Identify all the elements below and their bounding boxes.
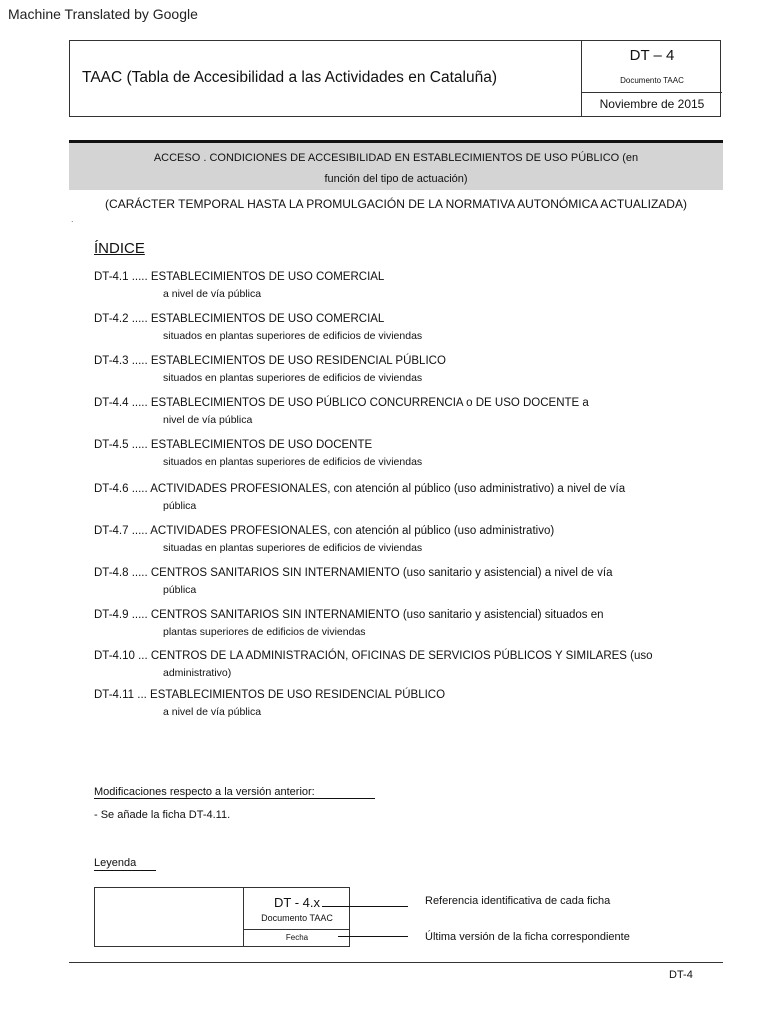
legend-underline — [94, 870, 156, 871]
legend-doc-label: Documento TAAC — [261, 913, 333, 923]
legend-version-pointer — [338, 936, 408, 937]
index-entry-subtitle: a nivel de vía pública — [163, 706, 262, 718]
legend-ref-pointer — [322, 906, 408, 907]
index-entry-title: DT-4.2 ..... ESTABLECIMIENTOS DE USO COMERCIAL — [94, 313, 385, 325]
machine-translation-banner: Machine Translated by Google — [8, 6, 198, 22]
index-entry-title: DT-4.10 ... CENTROS DE LA ADMINISTRACIÓN, OFICINAS DE SERVICIOS PÚBLICOS Y SIMILARES (uso — [94, 650, 653, 662]
legend-version-text: Última versión de la ficha correspondiente — [425, 931, 630, 943]
header-date-cell — [582, 92, 722, 117]
index-entry-title: DT-4.4 ..... ESTABLECIMIENTOS DE USO PÚBLICO CONCURRENCIA o DE USO DOCENTE a — [94, 397, 589, 409]
header-code-cell — [581, 41, 722, 116]
section-heading-band — [69, 143, 723, 190]
legend-date-label: Fecha — [285, 933, 309, 942]
index-entry-subtitle: situados en plantas superiores de edificios de viviendas — [163, 372, 423, 384]
index-entry — [94, 523, 554, 557]
index-entry — [94, 565, 613, 599]
index-entry-subtitle: situados en plantas superiores de edificios de viviendas — [163, 330, 423, 342]
index-entry-title: DT-4.11 ... ESTABLECIMIENTOS DE USO RESIDENCIAL PÚBLICO — [94, 689, 446, 701]
index-entry — [94, 437, 422, 471]
index-entry-subtitle: situados en plantas superiores de edificios de viviendas — [163, 456, 423, 468]
index-entry-subtitle: nivel de vía pública — [163, 414, 253, 426]
section-heading-line2: función del tipo de actuación) — [324, 173, 468, 185]
modifications-item: - Se añade la ficha DT-4.11. — [94, 809, 231, 821]
legend-code-cell — [243, 888, 350, 946]
index-entry — [94, 353, 446, 387]
legend-sample-box — [94, 887, 350, 947]
index-entry-title: DT-4.3 ..... ESTABLECIMIENTOS DE USO RESIDENCIAL PÚBLICO — [94, 355, 446, 367]
document-date: Noviembre de 2015 — [599, 97, 705, 111]
footer-divider — [69, 962, 723, 963]
legend-title: Leyenda — [94, 857, 137, 869]
index-entry — [94, 311, 422, 345]
legend-date-cell — [244, 929, 350, 947]
index-entry-title: DT-4.9 ..... CENTROS SANITARIOS SIN INTERNAMIENTO (uso sanitario y asistencial) situados en — [94, 609, 604, 621]
modifications-title: Modificaciones respecto a la versión anterior: — [94, 786, 315, 798]
legend-ref-text: Referencia identificativa de cada ficha — [425, 895, 611, 907]
section-heading-line1: ACCESO . CONDICIONES DE ACCESIBILIDAD EN ESTABLECIMIENTOS DE USO PÚBLICO (en — [153, 152, 639, 164]
index-entry-title: DT-4.1 ..... ESTABLECIMIENTOS DE USO COMERCIAL — [94, 271, 385, 283]
header-box — [69, 40, 721, 117]
index-entry-subtitle: situadas en plantas superiores de edificios de viviendas — [163, 542, 423, 554]
index-entry-subtitle: plantas superiores de edificios de viviendas — [163, 626, 366, 638]
index-entry-title: DT-4.6 ..... ACTIVIDADES PROFESIONALES, con atención al público (uso administrativo) a nivel de vía — [94, 483, 626, 495]
index-entry — [94, 481, 625, 515]
index-title: ÍNDICE — [94, 240, 145, 257]
index-entry-title: DT-4.5 ..... ESTABLECIMIENTOS DE USO DOCENTE — [94, 439, 373, 451]
legend-code: DT - 4.x — [274, 895, 320, 910]
index-entry-subtitle: a nivel de vía pública — [163, 288, 262, 300]
document-label: Documento TAAC — [620, 76, 684, 85]
index-entry — [94, 648, 653, 682]
index-entry — [94, 687, 445, 721]
index-entry-title: DT-4.7 ..... ACTIVIDADES PROFESIONALES, con atención al público (uso administrativo) — [94, 525, 555, 537]
index-entry-title: DT-4.8 ..... CENTROS SANITARIOS SIN INTERNAMIENTO (uso sanitario y asistencial) a nivel de vía — [94, 567, 613, 579]
index-entry-subtitle: pública — [163, 584, 197, 596]
modifications-underline — [94, 798, 375, 799]
index-entry — [94, 269, 384, 303]
document-title: TAAC (Tabla de Accesibilidad a las Actividades en Cataluña) — [82, 69, 497, 86]
index-entry-subtitle: pública — [163, 500, 197, 512]
document-code: DT – 4 — [629, 47, 675, 64]
footer-page-label: DT-4 — [669, 969, 693, 981]
index-entry — [94, 607, 604, 641]
index-entry-subtitle: administrativo) — [163, 667, 232, 679]
temporal-note: (CARÁCTER TEMPORAL HASTA LA PROMULGACIÓN DE LA NORMATIVA AUTONÓMICA ACTUALIZADA) — [105, 197, 687, 211]
index-entry — [94, 395, 589, 429]
dot-mark: . — [71, 214, 74, 224]
